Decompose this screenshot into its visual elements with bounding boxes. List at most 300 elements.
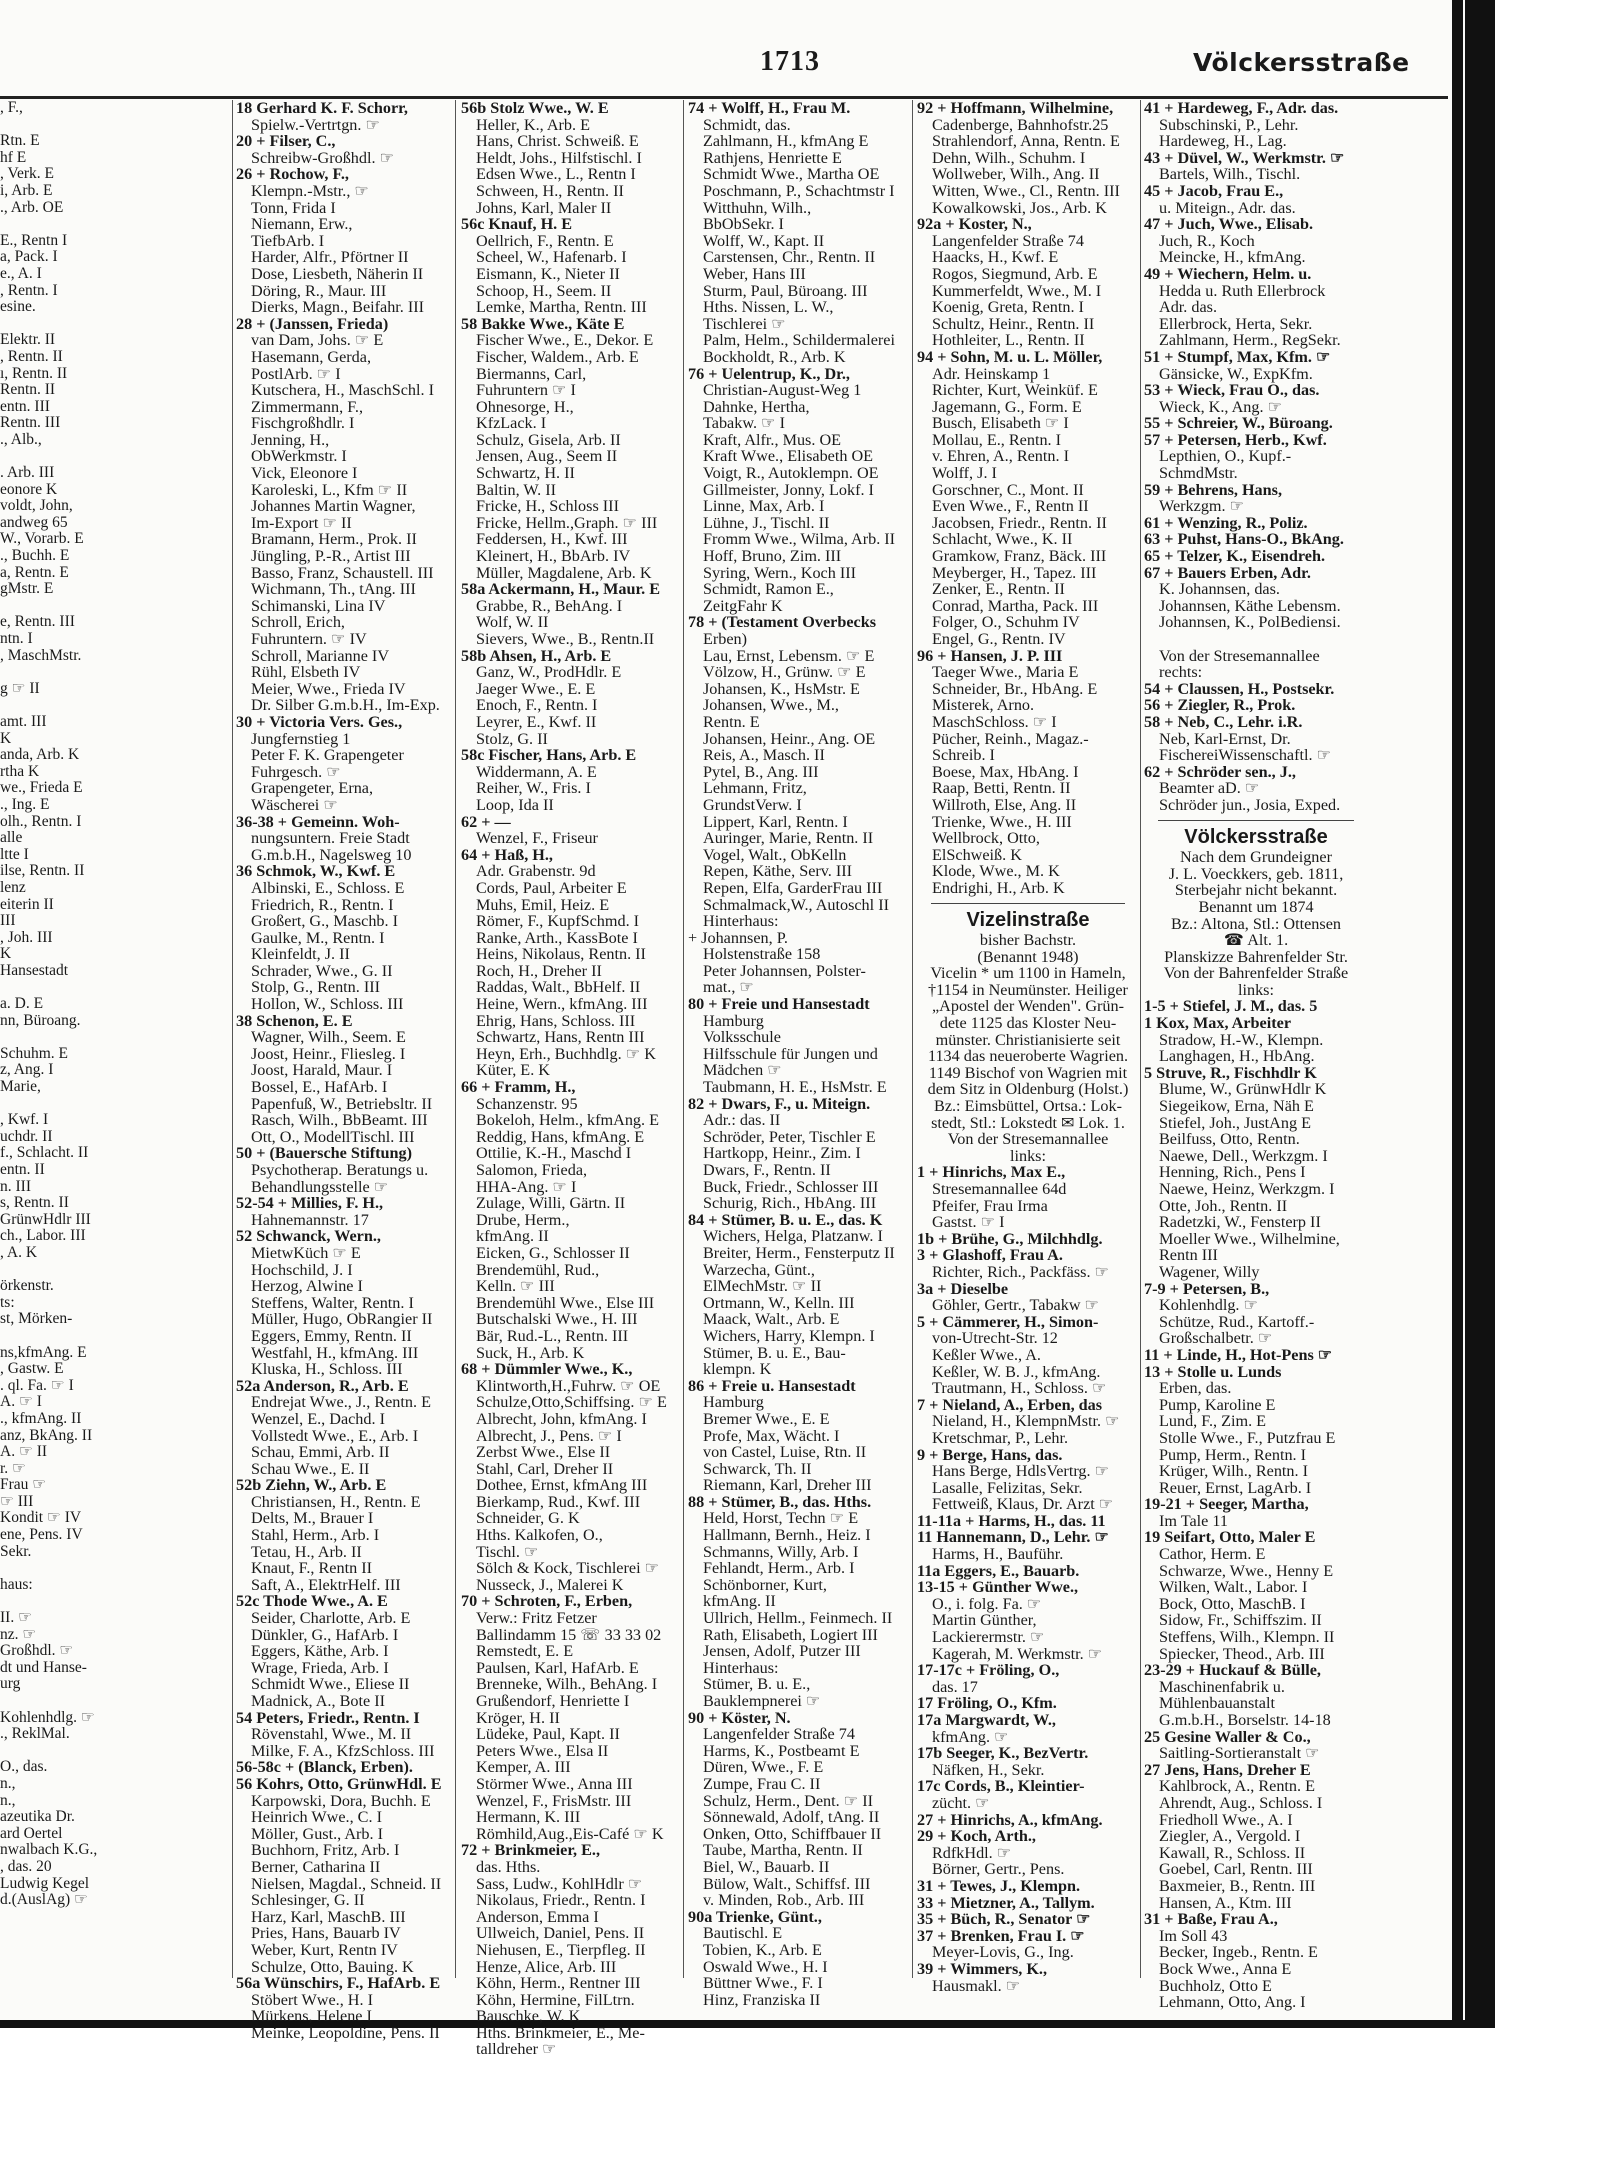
directory-line: Stradow, H.-W., Klempn. (1159, 1030, 1324, 1049)
directory-line: dt und Hanse- (0, 1658, 87, 1676)
directory-line: Meincke, H., kfmAng. (1159, 248, 1306, 267)
directory-line: ObWerkmstr. I (251, 447, 347, 466)
directory-line: Schultz, Heinr., Rentn. II (932, 314, 1095, 333)
directory-line: 58b Ahsen, H., Arb. E (461, 646, 612, 665)
directory-line: Spielw.-Vertrtgn. ☞ (251, 115, 380, 134)
directory-line: 1 Kox, Max, Arbeiter (1144, 1014, 1291, 1033)
directory-line: Wenzel, F., FrisMstr. III (476, 1791, 632, 1810)
binding-edge-line (1463, 0, 1465, 2020)
directory-line: Nikolaus, Friedr., Rentn. I (476, 1891, 646, 1910)
directory-line: Karpowski, Dora, Buchh. E (251, 1791, 431, 1810)
directory-line: ch., Labor. III (0, 1227, 86, 1245)
directory-line: Beilfuss, Otto, Rentn. (1159, 1130, 1300, 1149)
directory-line: Keßler, W. B. J., kfmAng. (932, 1362, 1101, 1381)
directory-line: Gastst. ☞ I (932, 1213, 1005, 1232)
directory-line: 45 + Jacob, Frau E., (1144, 181, 1284, 200)
directory-line: Bautischl. E (703, 1924, 783, 1943)
directory-line: Rtn. E (0, 132, 40, 150)
directory-line: Fischgroßhdlr. I (251, 414, 355, 433)
directory-line: Conrad, Martha, Pack. III (932, 596, 1099, 615)
directory-line: Vicelin * um 1100 in Hameln, (930, 964, 1126, 983)
directory-line: 11-11a + Harms, H., das. 11 (917, 1511, 1106, 1530)
directory-line: Fischer, Waldem., Arb. E (476, 347, 639, 366)
directory-line: Stöbert Wwe., H. I (251, 1990, 373, 2009)
directory-column-2 (461, 99, 679, 2059)
directory-line: Wieck, K., Ang. ☞ (1159, 397, 1283, 416)
directory-line: 7 + Nieland, A., Erben, das (917, 1395, 1103, 1414)
directory-line: Auringer, Marie, Rentn. II (703, 829, 874, 848)
directory-line: 84 + Stümer, B. u. E., das. K (688, 1210, 883, 1229)
directory-line: d.(AuslAg) ☞ (0, 1891, 88, 1909)
directory-line: Schwartz, Hans, Rentn III (476, 1028, 645, 1047)
directory-line: Onken, Otto, Schiffbauer II (703, 1824, 882, 1843)
directory-line: Krüger, Wilh., Rentn. I (1159, 1462, 1309, 1481)
street-description (1144, 849, 1368, 998)
directory-line: Endrighi, H., Arb. K (932, 878, 1065, 897)
directory-line: ns,kfmAng. E (0, 1343, 87, 1361)
directory-line: Jüngling, P.-R., Artist III (251, 547, 411, 566)
directory-line: Schröder, Peter, Tischler E (703, 1127, 876, 1146)
directory-line: Kemper, A. III (476, 1758, 571, 1777)
directory-line: Schmidt Wwe., Eliese II (251, 1675, 410, 1694)
directory-line: Wilken, Walt., Labor. I (1159, 1578, 1308, 1597)
directory-line: Oswald Wwe., H. I (703, 1957, 828, 1976)
directory-line: Kondit ☞ IV (0, 1509, 82, 1527)
directory-line: Lehmann, Otto, Ang. I (1159, 1993, 1306, 2012)
directory-line: Milke, F. A., KfzSchloss. III (251, 1741, 435, 1760)
directory-line: Nusseck, J., Malerei K (476, 1575, 624, 1594)
directory-line: Im-Export ☞ II (251, 513, 352, 532)
directory-line: , A. K (0, 1243, 38, 1261)
directory-line: 9 + Berge, Hans, das. (917, 1445, 1063, 1464)
directory-line (0, 448, 228, 465)
directory-line (0, 117, 228, 134)
directory-line: Reiher, W., Fris. I (476, 779, 591, 798)
directory-line: 78 + (Testament Overbecks (688, 613, 877, 632)
directory-line: Tischlerei ☞ (703, 314, 786, 333)
directory-line: Peters Wwe., Elsa II (476, 1741, 609, 1760)
directory-line: 19 Seifart, Otto, Maler E (1144, 1528, 1316, 1547)
directory-line: Weber, Kurt, Rentn IV (251, 1940, 398, 1959)
directory-line: Hinterhaus: (703, 912, 779, 931)
directory-line: Behandlungsstelle ☞ (251, 1177, 389, 1196)
directory-line: z, Ang. I (0, 1061, 54, 1079)
directory-line: Wolff, W., Kapt. II (703, 231, 825, 250)
directory-line: Breiter, Herm., Fensterputz II (703, 1243, 895, 1262)
directory-line: Grußendorf, Henriette I (476, 1692, 630, 1710)
directory-line: Schulze, Otto, Bauing. K (251, 1957, 414, 1976)
directory-line: 59 + Behrens, Hans, (1144, 480, 1282, 499)
directory-line: haus: (0, 1575, 33, 1593)
directory-line: Zulage, Willi, Gärtn. II (476, 1194, 626, 1213)
directory-line: 74 + Wolff, H., Frau M. (688, 99, 851, 117)
directory-line: Martin Günther, (932, 1611, 1037, 1630)
directory-line: Saft, A., ElektrHelf. III (251, 1575, 401, 1594)
directory-line: , Rentn. I (0, 281, 58, 299)
directory-line: Römer, F., KupfSchmd. I (476, 912, 640, 931)
directory-line: rtha K (0, 762, 40, 780)
directory-line: Dierks, Magn., Beifahr. III (251, 298, 425, 317)
directory-line: Fromm Wwe., Wilma, Arb. II (703, 530, 896, 549)
directory-line: Pump, Karoline E (1159, 1395, 1276, 1414)
directory-line: 17 Fröling, O., Kfm. (917, 1694, 1057, 1713)
directory-line: Siegeikow, Erna, Näh E (1159, 1097, 1314, 1116)
directory-line: Leyrer, E., Kwf. II (476, 712, 597, 731)
directory-line: Börner, Gertr., Pens. (932, 1860, 1065, 1879)
directory-line: Boese, Max, HbAng. I (932, 762, 1079, 781)
directory-line: , MaschMstr. (0, 646, 82, 664)
directory-line: 35 + Büch, R., Senator ☞ (917, 1910, 1091, 1929)
directory-line: Döring, R., Maur. III (251, 281, 387, 300)
directory-line: Ahrendt, Aug., Schloss. I (1159, 1793, 1323, 1812)
directory-line: Carstensen, Chr., Rentn. II (703, 248, 876, 267)
directory-line: Pump, Herm., Rentn. I (1159, 1445, 1307, 1464)
directory-line: Düren, Wwe., F. E (703, 1758, 824, 1777)
directory-line: dem Sitz in Oldenburg (Holst.) (927, 1080, 1129, 1099)
directory-line: Mädchen ☞ (703, 1061, 782, 1080)
directory-line: Jacobsen, Friedr., Rentn. II (932, 513, 1107, 532)
directory-line: Niehusen, E., Tierpfleg. II (476, 1940, 646, 1959)
directory-line: Johannsen, K., PolBediensi. (1159, 613, 1341, 632)
directory-line (0, 697, 228, 714)
directory-line: Becker, Ingeb., Rentn. E (1159, 1943, 1318, 1962)
directory-line (0, 1262, 228, 1279)
directory-line: 31 + Tewes, J., Klempn. (917, 1876, 1081, 1895)
directory-line: Rathjens, Henriette E (703, 148, 842, 167)
directory-line: Stiefel, Joh., JustAng E (1159, 1113, 1311, 1132)
directory-line: 28 + (Janssen, Frieda) (236, 314, 389, 333)
directory-line: Scheel, W., Hafenarb. I (476, 248, 627, 267)
directory-line: 18 Gerhard K. F. Schorr, (236, 99, 408, 117)
directory-line: Volksschule (703, 1028, 781, 1047)
directory-line: Anderson, Emma I (476, 1907, 599, 1926)
directory-line: Cathor, Herm. E (1159, 1545, 1266, 1564)
directory-line: Haacks, H., Kwf. E (932, 248, 1059, 267)
directory-line (0, 1328, 228, 1345)
directory-line: Schau Wwe., E. II (251, 1459, 370, 1478)
directory-line: 39 + Wimmers, K., (917, 1959, 1048, 1978)
running-head: Völckersstraße (1193, 48, 1410, 77)
directory-line: 1134 das neueroberte Wagrien. (927, 1047, 1129, 1066)
directory-line: Wrage, Frieda, Arb. I (251, 1658, 389, 1677)
directory-line: Mollau, E., Rentn. I (932, 430, 1062, 449)
directory-line: Delts, M., Brauer I (251, 1509, 374, 1528)
section-rule (931, 903, 1125, 904)
directory-line: 64 + Haß, H., (461, 845, 553, 864)
directory-line: Kohlenhdlg. ☞ (1159, 1296, 1259, 1315)
directory-line: Kleinert, H., BbArb. IV (476, 547, 631, 566)
directory-line: 17a Margwardt, W., (917, 1711, 1056, 1729)
directory-line: g ☞ II (0, 679, 40, 697)
directory-line: Hans Berge, HdlsVertrg. ☞ (932, 1462, 1110, 1481)
directory-line: Remstedt, E. E (476, 1642, 574, 1661)
directory-line: Schwartz, H. II (476, 464, 575, 483)
directory-line: K (0, 729, 12, 747)
directory-line: mat., ☞ (703, 978, 754, 997)
directory-line: Hothleiter, L., Rentn. II (932, 331, 1085, 350)
directory-line: Taeger Wwe., Maria E (932, 663, 1079, 682)
directory-line: Kummerfeldt, Wwe., M. I (932, 281, 1102, 300)
directory-line: Psychotherap. Beratungs u. (251, 1161, 429, 1179)
directory-line: anda, Arb. K (0, 746, 80, 764)
directory-line: Schmidt, das. (703, 115, 791, 134)
column-5-entries (1144, 100, 1368, 814)
directory-line: Schmalmack,W., Autoschl II (703, 895, 889, 914)
directory-line: klempn. K (703, 1360, 772, 1379)
directory-line: Rath, Elisabeth, Logiert III (703, 1625, 878, 1644)
directory-line: Naewe, Heinz, Werkzgm. I (1159, 1180, 1335, 1198)
directory-line: a, Pack. I (0, 248, 58, 266)
directory-line: Neb, Karl-Ernst, Dr. (1159, 729, 1291, 748)
directory-line: Herzog, Alwine I (251, 1277, 363, 1296)
directory-line: Hochschild, J. I (251, 1260, 353, 1279)
directory-line: 88 + Stümer, B., das. Hths. (688, 1492, 872, 1511)
directory-line: Schulze,Otto,Schiffsing. ☞ E (476, 1393, 667, 1412)
directory-line: 17c Cords, B., Kleintier- (917, 1777, 1085, 1796)
directory-line: Poschmann, P., Schachtmstr I (703, 181, 895, 200)
directory-line: Bock, Otto, MaschB. I (1159, 1594, 1306, 1613)
directory-line: 36 Schmok, W., Kwf. E (236, 862, 396, 881)
directory-line: Hinterhaus: (703, 1658, 779, 1677)
directory-line: Schrader, Wwe., G. II (251, 961, 393, 980)
directory-line: Christiansen, H., Rentn. E (251, 1492, 421, 1511)
directory-line: Profe, Max, Wächt. I (703, 1426, 840, 1445)
directory-line: Ohnesorge, H., (476, 397, 574, 416)
directory-line: olh., Rentn. I (0, 812, 82, 830)
directory-line: Eggers, Emmy, Rentn. II (251, 1326, 412, 1345)
directory-line: 17-17c + Fröling, O., (917, 1661, 1060, 1680)
directory-line: Maschinenfabrik u. (1159, 1677, 1285, 1696)
directory-line: Bz.: Altona, Stl.: Ottensen (1171, 914, 1341, 933)
directory-line: Joost, Heinr., Fliesleg. I (251, 1044, 406, 1063)
directory-line: Lackierermstr. ☞ (932, 1628, 1045, 1647)
street-heading-voelckersstrasse: Völckersstraße (1184, 825, 1328, 848)
directory-line: Fuhrgesch. ☞ (251, 762, 341, 781)
directory-line: Schurig, Rich., HbAng. III (703, 1194, 877, 1213)
directory-line: Von der Bahrenfelder Straße (1163, 964, 1349, 983)
directory-line: f., Schlacht. II (0, 1144, 89, 1162)
directory-line: Sievers, Wwe., B., Rentn.II (476, 630, 655, 648)
directory-line: Bär, Rud.-L., Rentn. III (476, 1326, 629, 1345)
directory-line: Bartels, Wilh., Tischl. (1159, 165, 1301, 184)
directory-line: Kraft, Alfr., Mus. OE (703, 430, 842, 449)
directory-line: von-Utrecht-Str. 12 (932, 1329, 1058, 1348)
directory-line: r. ☞ (0, 1459, 26, 1477)
directory-line: Köhn, Herm., Rentner III (476, 1974, 641, 1993)
directory-line: Tobien, K., Arb. E (703, 1940, 822, 1959)
directory-line: Reuer, Ernst, LagArb. I (1159, 1478, 1312, 1497)
directory-line: Meyer-Lovis, G., Ing. (932, 1943, 1074, 1962)
directory-line: Büttner Wwe., F. I (703, 1974, 823, 1993)
directory-line: Von der Stresemannallee (1159, 646, 1320, 665)
column-divider (912, 100, 913, 1978)
directory-line: Buchholz, Otto E (1159, 1976, 1272, 1995)
directory-line: Wolff, J. I (932, 464, 997, 483)
directory-line: 50 + (Bauersche Stiftung) (236, 1144, 413, 1163)
directory-line: „Apostel der Wenden". Grün- (931, 997, 1124, 1016)
directory-line: 20 + Filser, C., (236, 132, 336, 151)
directory-line: Stahl, Herm., Arb. I (251, 1526, 380, 1545)
directory-line: Steffens, Wilh., Klempn. II (1159, 1628, 1335, 1647)
directory-line: Schimanski, Lina IV (251, 596, 386, 615)
directory-line: münster. Christianisierte seit (935, 1030, 1121, 1049)
directory-line: FischereiWissenschaftl. ☞ (1159, 746, 1332, 765)
directory-line: J. L. Voeckkers, geb. 1811, (1168, 864, 1344, 883)
directory-line: Stolp, G., Rentn. III (251, 978, 381, 997)
directory-line: Naewe, Dell., Werkzgm. I (1159, 1146, 1328, 1165)
directory-line: Wellbrock, Otto, (932, 829, 1040, 848)
directory-line: , Kwf. I (0, 1111, 49, 1129)
directory-line: Kleinfeldt, J. II (251, 945, 350, 964)
directory-line: Zahlmann, H., kfmAng E (703, 132, 869, 151)
directory-line: e, Rentn. III (0, 613, 75, 631)
directory-line: Hermann, K. III (476, 1808, 581, 1827)
directory-line: Hasemann, Gerda, (251, 347, 372, 366)
binding-edge (1452, 0, 1495, 2020)
directory-line: Fricke, Hellm.,Graph. ☞ III (476, 513, 658, 532)
directory-line: Schau, Emmi, Arb. II (251, 1443, 390, 1462)
directory-line: v. Minden, Rob., Arb. III (703, 1891, 865, 1910)
directory-line: Suck, H., Arb. K (476, 1343, 585, 1362)
directory-line: Schween, H., Rentn. II (476, 181, 624, 200)
directory-line: ltte I (0, 845, 29, 863)
directory-line: 38 Schenon, E. E (236, 1011, 353, 1030)
directory-line: Rentn III (1159, 1246, 1218, 1265)
directory-line: Von der Stresemannallee (947, 1130, 1109, 1149)
directory-line: Rentn. II (0, 381, 56, 399)
directory-line: (Benannt 1948) (977, 947, 1079, 966)
directory-line: Albrecht, J., Pens. ☞ I (476, 1426, 622, 1445)
directory-line: SchmdMstr. (1159, 464, 1238, 483)
directory-line: Maack, Walt., Arb. E (703, 1310, 840, 1329)
column-divider (1140, 100, 1141, 1978)
directory-line: 72 + Brinkmeier, E., (461, 1841, 601, 1860)
directory-line: Biermanns, Carl, (476, 364, 587, 383)
directory-line: Harms, H., Bauführ. (932, 1545, 1064, 1564)
directory-line: MietwKüch ☞ E (251, 1243, 361, 1262)
directory-line: Fuhruntern ☞ I (476, 381, 576, 400)
directory-line: ., Buchh. E (0, 547, 70, 565)
directory-line: 58 Bakke Wwe., Käte E (461, 314, 625, 333)
directory-line: Ganz, W., ProdHdlr. E (476, 663, 622, 682)
directory-line: 29 + Koch, Arth., (917, 1827, 1036, 1846)
directory-line: Jagemann, G., Form. E (932, 397, 1082, 416)
directory-line: + Johannsen, P. (688, 928, 788, 947)
directory-line: Klempn.-Mstr., ☞ (251, 181, 369, 200)
directory-line: 68 + Dümmler Wwe., K., (461, 1360, 633, 1379)
directory-line: Harder, Alfr., Pförtner II (251, 248, 409, 267)
directory-line: kfmAng. II (476, 1227, 549, 1246)
directory-line: Schlesinger, G. II (251, 1891, 365, 1910)
directory-line: Heine, Wern., kfmAng. III (476, 995, 648, 1014)
directory-line (0, 1593, 228, 1610)
directory-line: Buchhorn, Fritz, Arb. I (251, 1841, 400, 1860)
directory-line: , das. 20 (0, 1857, 52, 1875)
directory-line: Fehlandt, Herm., Arb. I (703, 1559, 855, 1578)
directory-line: G.m.b.H., Nagelsweg 10 (251, 845, 412, 864)
directory-line: Muhs, Emil, Heiz. E (476, 895, 610, 914)
directory-line: Richter, Kurt, Weinküf. E (932, 381, 1098, 400)
directory-line: HHA-Ang. ☞ I (476, 1177, 577, 1196)
directory-line: Enoch, F., Rentn. I (476, 696, 598, 715)
directory-line: Im Soll 43 (1159, 1926, 1228, 1945)
directory-line: Langenfelder Straße 74 (703, 1725, 855, 1744)
directory-line: Schroll, Marianne IV (251, 646, 390, 665)
directory-line: das. 17 (932, 1677, 978, 1696)
directory-line: 52a Anderson, R., Arb. E (236, 1376, 409, 1395)
directory-line: 86 + Freie u. Hansestadt (688, 1376, 856, 1395)
directory-line: Schneider, G. K (476, 1509, 580, 1528)
directory-line: Ziegler, A., Vergold. I (1159, 1827, 1301, 1846)
directory-line: 57 + Petersen, Herb., Kwf. (1144, 430, 1327, 449)
directory-line: Christian-August-Weg 1 (703, 381, 862, 400)
directory-line: Hardeweg, H., Lag. (1159, 132, 1287, 151)
directory-line: III (0, 912, 16, 930)
directory-line: Bramann, Herm., Prok. II (251, 530, 417, 549)
directory-line: ElMechMstr. ☞ II (703, 1277, 822, 1296)
directory-line: das. Hths. (476, 1857, 541, 1876)
directory-line: Brendemühl, Rud., (476, 1260, 600, 1279)
directory-line: Sekr. (0, 1542, 32, 1560)
directory-line: Harz, Karl, MaschB. III (251, 1907, 406, 1926)
directory-line: u. Miteign., Adr. das. (1159, 198, 1296, 217)
directory-line: 96 + Hansen, J. P. III (917, 646, 1063, 665)
directory-line: 56 Kohrs, Otto, GrünwHdl. E (236, 1774, 442, 1793)
directory-line: ☞ III (0, 1492, 34, 1510)
directory-line: eonore K (0, 480, 58, 498)
directory-line: Roch, H., Dreher II (476, 961, 602, 980)
directory-line: Raddas, Walt., BbHelf. II (476, 978, 641, 997)
directory-line: Johansen, Wwe., M., (703, 696, 839, 715)
directory-line: 36-38 + Gemeinn. Woh- (236, 812, 400, 831)
directory-line: Taube, Martha, Rentn. II (703, 1841, 863, 1860)
directory-line: Hedda u. Ruth Ellerbrock (1159, 281, 1326, 300)
directory-line: van Dam, Johs. ☞ E (251, 331, 384, 350)
directory-line: 54 + Claussen, H., Postsekr. (1144, 679, 1335, 698)
directory-line: Schönborner, Kurt, (703, 1575, 827, 1594)
directory-line: Held, Horst, Techn ☞ E (703, 1509, 859, 1528)
directory-line: Lemke, Martha, Rentn. III (476, 298, 647, 317)
directory-line: 76 + Uelentrup, K., Dr., (688, 364, 850, 383)
directory-line: ntn. I (0, 630, 33, 647)
directory-line: Raap, Betti, Rentn. II (932, 779, 1071, 798)
directory-line: Stresemannallee 64d (932, 1180, 1067, 1198)
directory-line: Grapengeter, Erna, (251, 779, 374, 798)
directory-line: Wichers, Harry, Klempn. I (703, 1326, 875, 1345)
directory-line: Schuhm. E (0, 1044, 69, 1062)
directory-line: Wichmann, Th., tAng. III (251, 580, 416, 599)
directory-line: Jungfernstieg 1 (251, 729, 351, 748)
directory-line: 67 + Bauers Erben, Adr. (1144, 563, 1311, 582)
directory-line: a. D. E (0, 995, 44, 1013)
directory-line: 62 + Schröder sen., J., (1144, 762, 1296, 781)
directory-line: Fuhruntern. ☞ IV (251, 630, 367, 648)
directory-line: 61 + Wenzing, R., Poliz. (1144, 513, 1308, 532)
directory-line: ., Arb. OE (0, 198, 64, 216)
directory-line: azeutika Dr. (0, 1808, 75, 1826)
directory-line: 53 + Wieck, Frau O., das. (1144, 381, 1320, 400)
directory-line: Strahlendorf, Anna, Rentn. E (932, 132, 1120, 151)
directory-line: 92 + Hoffmann, Wilhelmine, (917, 99, 1114, 117)
directory-line: Albinski, E., Schloss. E (251, 878, 405, 897)
directory-line: Buck, Friedr., Schlosser III (703, 1177, 879, 1196)
directory-line: 92a + Koster, N., (917, 215, 1032, 234)
directory-line: Westfahl, H., kfmAng. III (251, 1343, 419, 1362)
directory-line: Lehmann, Fritz, (703, 779, 807, 798)
directory-line: 11a Eggers, E., Bauarb. (917, 1561, 1080, 1580)
directory-line: A. ☞ I (0, 1393, 42, 1411)
directory-line: Klintworth,H.,Fuhrw. ☞ OE (476, 1376, 661, 1395)
